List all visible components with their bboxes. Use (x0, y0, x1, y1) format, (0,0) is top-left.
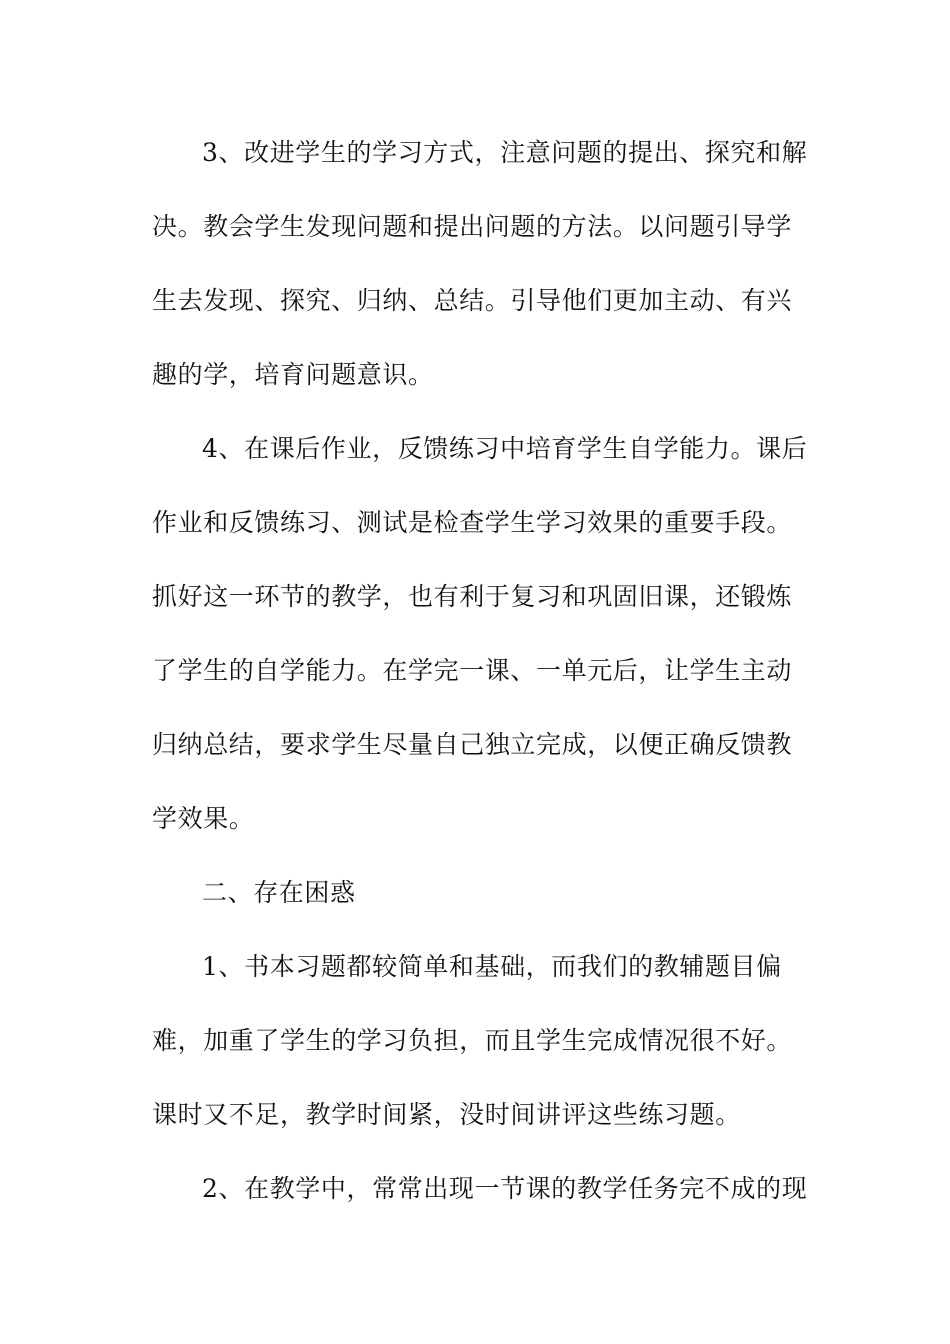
paragraph-4-line-6: 学效果。 (152, 804, 255, 833)
paragraph-1-line-1: 1、书本习题都较简单和基础，而我们的教辅题目偏 (202, 952, 782, 981)
paragraph-4-line-5: 归纳总结，要求学生尽量自己独立完成，以便正确反馈教 (152, 730, 793, 759)
paragraph-4-line-1: 4、在课后作业，反馈练习中培育学生自学能力。课后 (202, 434, 808, 463)
paragraph-3-line-4: 趣的学，培育问题意识。 (152, 360, 434, 389)
paragraph-4-line-4: 了学生的自学能力。在学完一课、一单元后，让学生主动 (152, 656, 793, 685)
paragraph-1-line-3: 课时又不足，教学时间紧，没时间讲评这些练习题。 (152, 1100, 741, 1129)
paragraph-3-line-3: 生去发现、探究、归纳、总结。引导他们更加主动、有兴 (152, 286, 793, 315)
paragraph-4-line-2: 作业和反馈练习、测试是检查学生学习效果的重要手段。 (152, 508, 793, 537)
paragraph-3-line-1: 3、改进学生的学习方式，注意问题的提出、探究和解 (202, 138, 808, 167)
paragraph-2-line-1: 2、在教学中，常常出现一节课的教学任务完不成的现 (202, 1174, 808, 1203)
section-heading: 二、存在困惑 (202, 878, 356, 907)
paragraph-4-line-3: 抓好这一环节的教学，也有利于复习和巩固旧课，还锻炼 (152, 582, 793, 611)
paragraph-3-line-2: 决。教会学生发现问题和提出问题的方法。以问题引导学 (152, 212, 793, 241)
paragraph-1-line-2: 难，加重了学生的学习负担，而且学生完成情况很不好。 (152, 1026, 793, 1055)
